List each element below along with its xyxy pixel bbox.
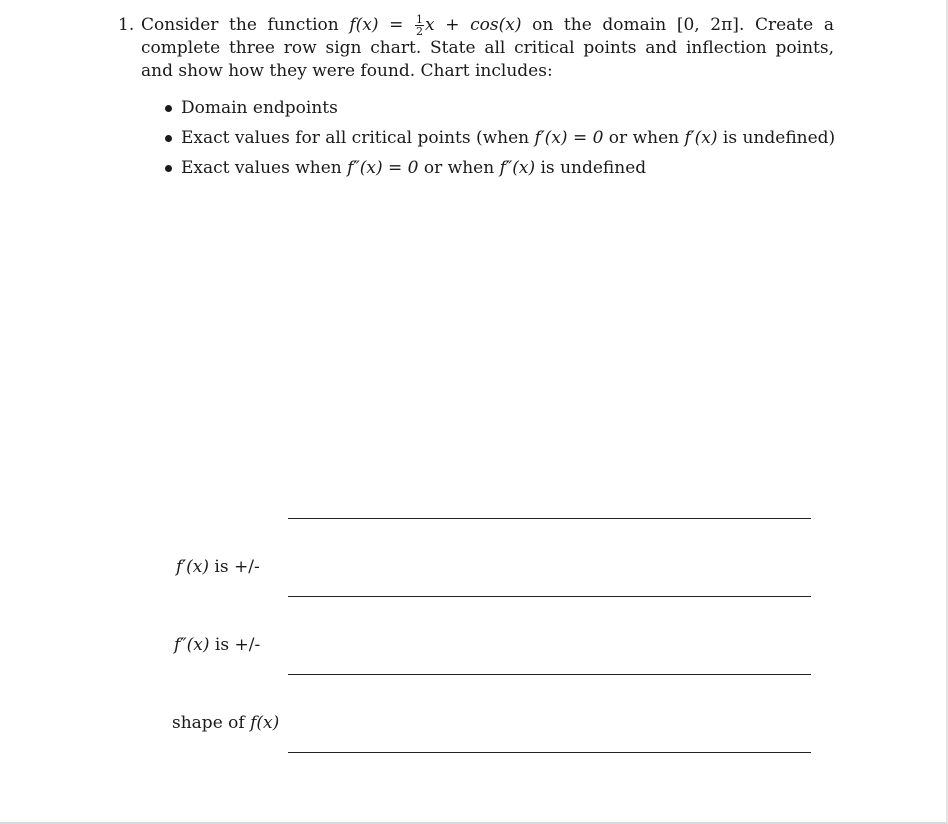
- row-label-text: is +/-: [209, 557, 260, 577]
- bullet-text: Exact values for all critical points (when: [181, 128, 535, 148]
- shape-answer-line[interactable]: [288, 752, 811, 753]
- bullet-text: is undefined: [535, 158, 647, 178]
- problem-intro-text: Consider the function: [141, 15, 350, 35]
- function-rhs: x + cos(x): [425, 15, 522, 35]
- one-half-fraction: [415, 14, 424, 37]
- first-derivative-equation: f′(x) = 0: [534, 128, 604, 148]
- list-item: [162, 126, 836, 156]
- fraction-denominator: 2: [416, 25, 424, 38]
- list-item: [162, 96, 822, 126]
- bullet-icon: [165, 165, 172, 172]
- bullet-icon: [165, 135, 172, 142]
- second-derivative-equation: f″(x) = 0: [347, 158, 419, 178]
- requirements-list: [162, 96, 836, 186]
- bullet-text: Exact values when: [181, 158, 348, 178]
- bullet-text: Domain endpoints: [181, 98, 338, 118]
- list-item-text: [181, 126, 835, 150]
- fraction-numerator: 1: [416, 13, 424, 26]
- second-derivative: f″(x): [499, 158, 536, 178]
- list-item: [162, 156, 822, 186]
- second-derivative-answer-line[interactable]: [288, 674, 811, 675]
- bullet-text: or when: [418, 158, 500, 178]
- row-label-second-derivative: [174, 635, 260, 655]
- sign-chart-number-line: [288, 518, 811, 519]
- function-symbol: f(x): [250, 713, 280, 733]
- list-item-text: [181, 96, 338, 120]
- problem-number: 1.: [118, 15, 135, 35]
- bullet-icon: [165, 105, 172, 112]
- domain-text: on the domain: [521, 15, 677, 35]
- row-label-text: is +/-: [209, 635, 261, 655]
- bullet-text: or when: [603, 128, 685, 148]
- first-derivative: f′(x): [684, 128, 718, 148]
- second-derivative-symbol: f″(x): [174, 635, 210, 655]
- domain-interval: [0, 2π]: [676, 15, 739, 35]
- first-derivative-symbol: f′(x): [176, 557, 210, 577]
- row-label-text: shape of: [172, 713, 251, 733]
- bullet-text: is undefined): [717, 128, 836, 148]
- problem-body: [141, 14, 834, 82]
- problem-instructions: . Create a complete three row sign chart. State all critical points and inflection points, and show how they were found. Chart includes:: [141, 15, 834, 81]
- row-label-first-derivative: [176, 557, 260, 577]
- function-lhs: f(x) =: [349, 15, 404, 35]
- first-derivative-answer-line[interactable]: [288, 596, 811, 597]
- row-label-shape: [172, 713, 279, 733]
- list-item-text: [181, 156, 646, 180]
- problem-statement: [118, 14, 834, 82]
